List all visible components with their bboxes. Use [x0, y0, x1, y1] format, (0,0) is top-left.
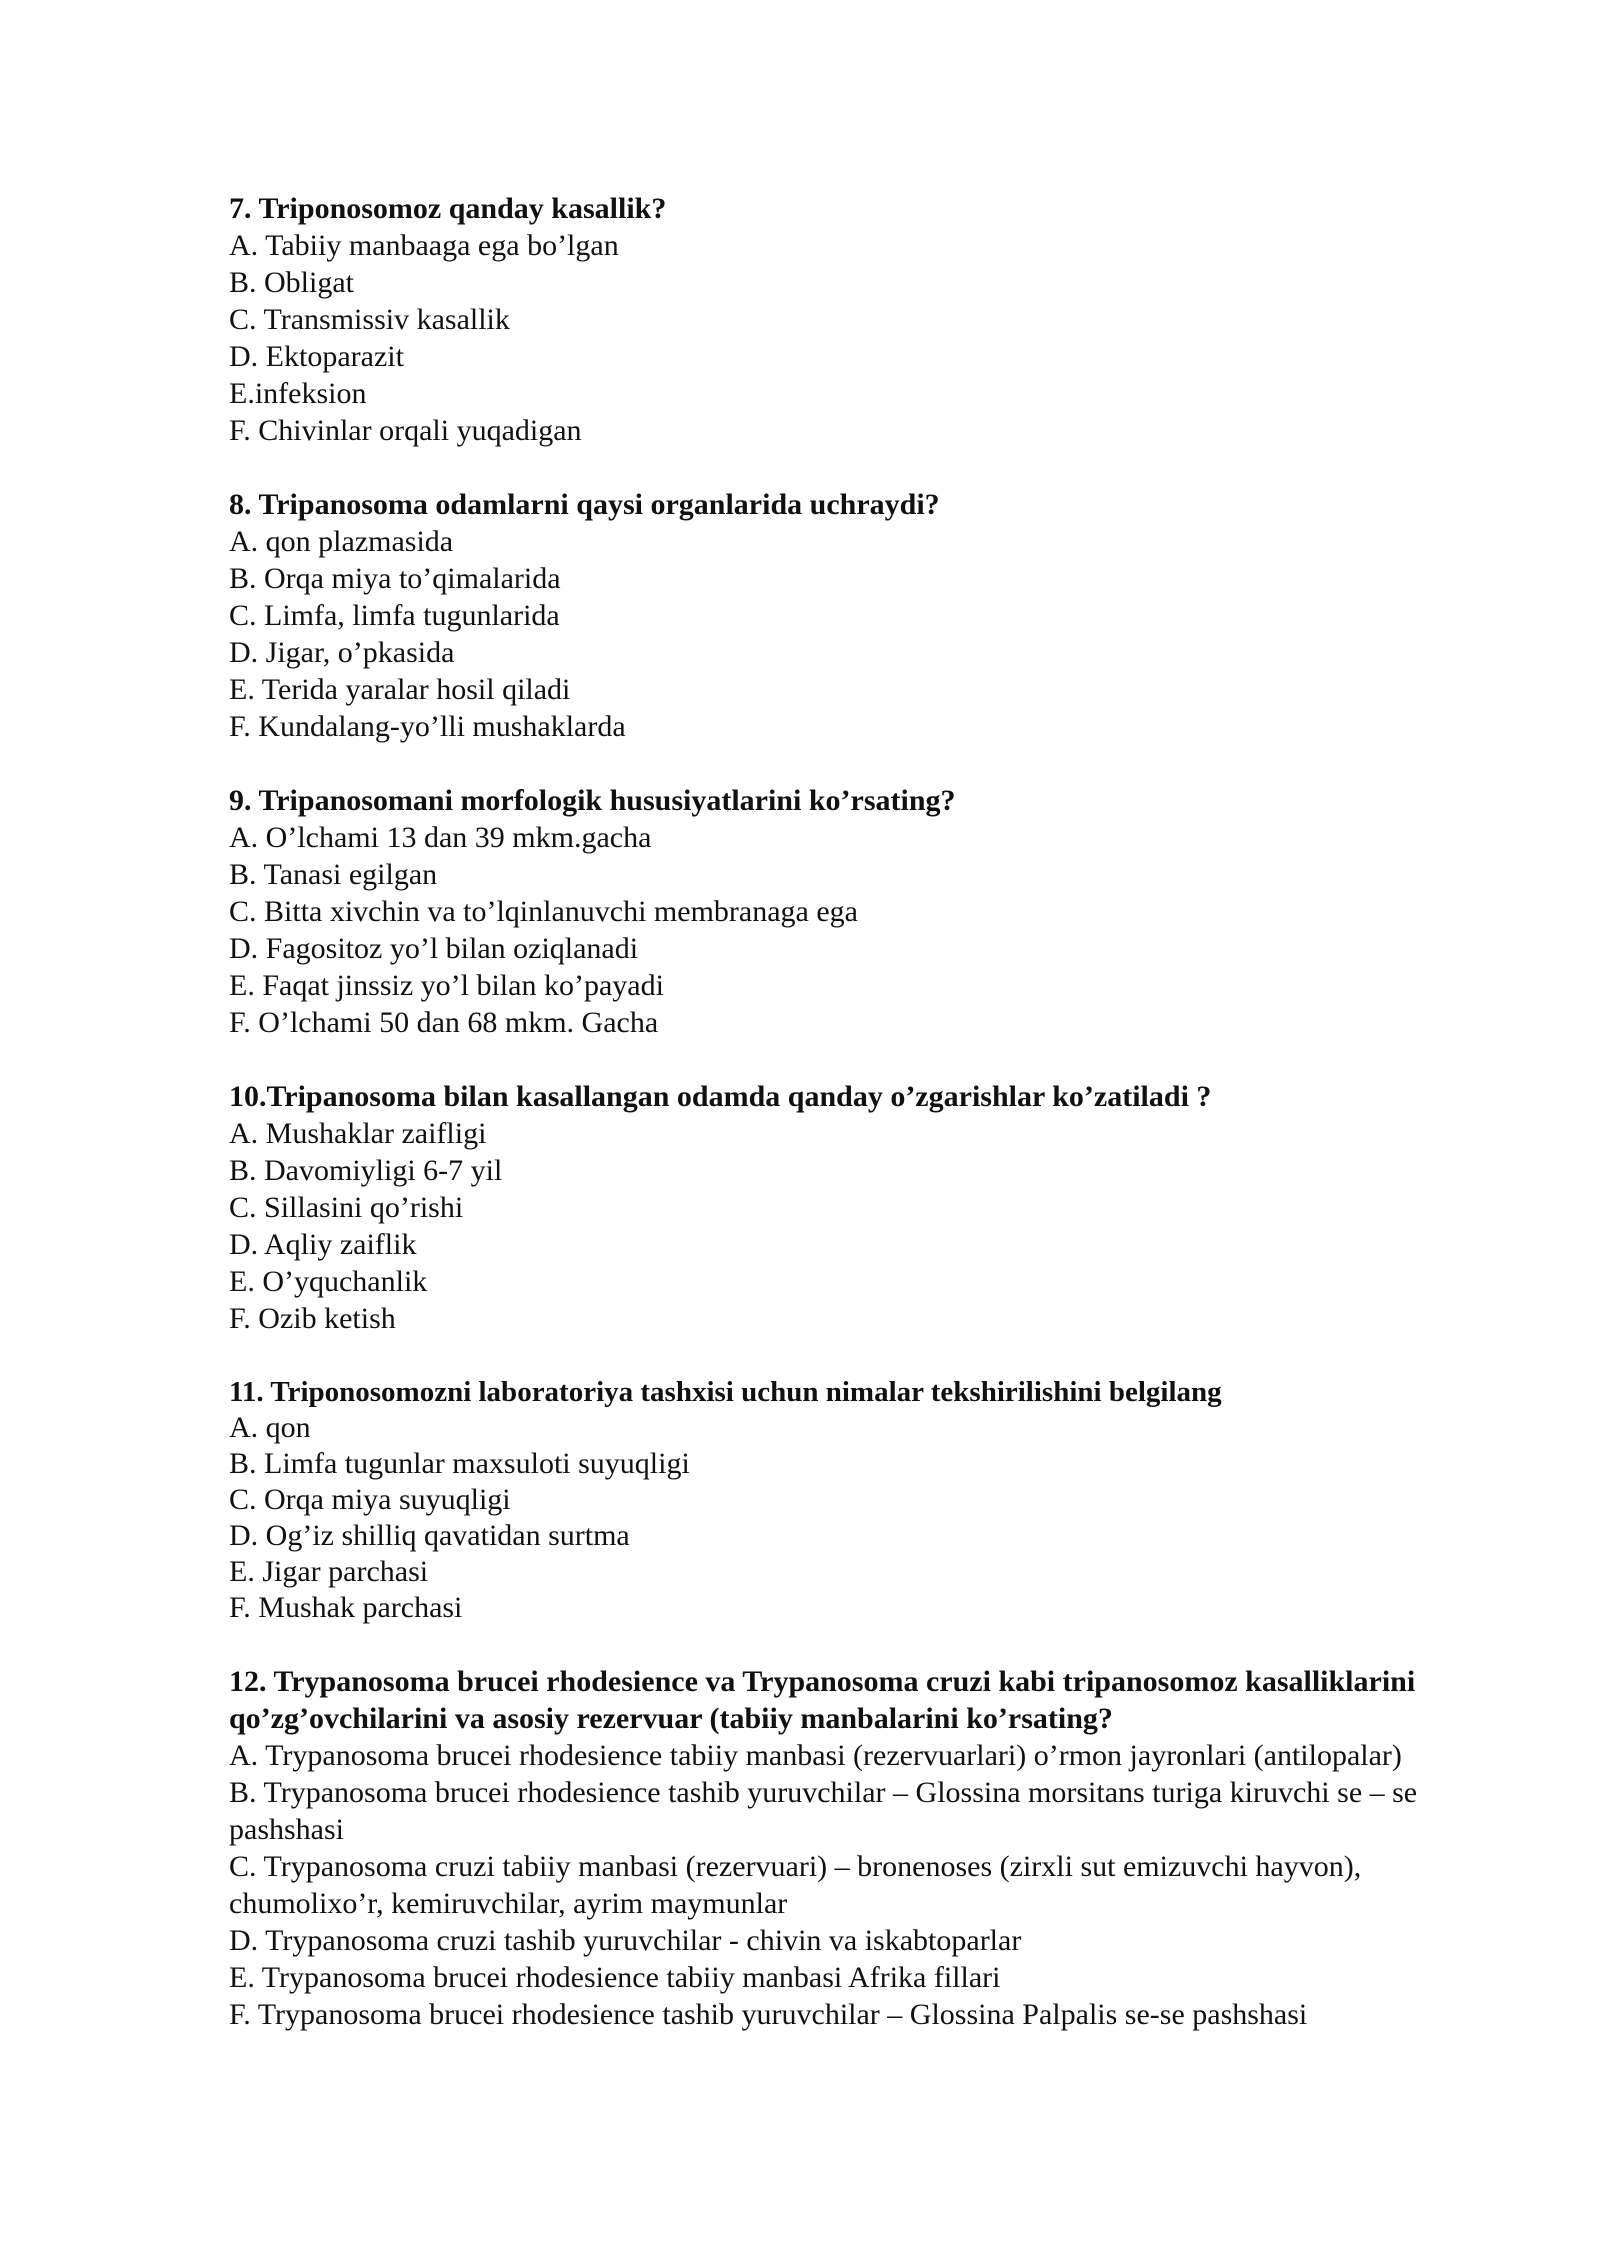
- answer-option: A. qon: [229, 1411, 311, 1444]
- answer-option: F. Trypanosoma brucei rhodesience tashib yuruvchilar – Glossina Palpalis se-se pashshasi: [229, 1998, 1308, 2031]
- answer-option: D. Fagositoz yo’l bilan oziqlanadi: [229, 932, 639, 965]
- answer-option: E. Jigar parchasi: [229, 1555, 429, 1588]
- question-title: 12. Trypanosoma brucei rhodesience va Trypanosoma cruzi kabi tripanosomoz kasalliklarini qo’zg’ovchilarini va asosiy rezervuar (tabiiy manbalarini ko’rsating?: [229, 1665, 1416, 1735]
- answer-option: F. Chivinlar orqali yuqadigan: [229, 414, 582, 447]
- question-11: [229, 1374, 1489, 1626]
- answer-option: A. Mushaklar zaifligi: [229, 1117, 487, 1150]
- answer-option: B. Obligat: [229, 266, 354, 299]
- answer-option: A. Tabiiy manbaaga ega bo’lgan: [229, 229, 619, 262]
- answer-option: F. Mushak parchasi: [229, 1591, 463, 1624]
- question-title: 9. Tripanosomani morfologik hususiyatlarini ko’rsating?: [229, 784, 956, 817]
- answer-option: B. Limfa tugunlar maxsuloti suyuqligi: [229, 1447, 690, 1480]
- answer-option: E. Terida yaralar hosil qiladi: [229, 673, 571, 706]
- document-page: [229, 190, 1489, 2070]
- answer-option: A. qon plazmasida: [229, 525, 454, 558]
- question-title: 10.Tripanosoma bilan kasallangan odamda qanday o’zgarishlar ko’zatiladi ?: [229, 1080, 1212, 1113]
- answer-option: E. Trypanosoma brucei rhodesience tabiiy manbasi Afrika fillari: [229, 1961, 1001, 1994]
- question-12: [229, 1663, 1489, 2033]
- answer-option: C. Bitta xivchin va to’lqinlanuvchi membranaga ega: [229, 895, 858, 928]
- answer-option: A. Trypanosoma brucei rhodesience tabiiy manbasi (rezervuarlari) o’rmon jayronlari (antilopalar): [229, 1739, 1402, 1772]
- question-title: 7. Triponosomoz qanday kasallik?: [229, 192, 667, 225]
- answer-option: D. Aqliy zaiflik: [229, 1228, 417, 1261]
- question-9: [229, 782, 1489, 1041]
- answer-option: C. Sillasini qo’rishi: [229, 1191, 464, 1224]
- question-title: 11. Triponosomozni laboratoriya tashxisi uchun nimalar tekshirilishini belgilang: [229, 1376, 1222, 1408]
- answer-option: D. Jigar, o’pkasida: [229, 636, 455, 669]
- answer-option: F. O’lchami 50 dan 68 mkm. Gacha: [229, 1006, 659, 1039]
- question-10: [229, 1078, 1489, 1337]
- answer-option: C. Limfa, limfa tugunlarida: [229, 599, 560, 632]
- answer-option: D. Ektoparazit: [229, 340, 404, 373]
- answer-option: A. O’lchami 13 dan 39 mkm.gacha: [229, 821, 652, 854]
- answer-option: D. Og’iz shilliq qavatidan surtma: [229, 1519, 630, 1552]
- answer-option: E. O’yquchanlik: [229, 1265, 428, 1298]
- answer-option: D. Trypanosoma cruzi tashib yuruvchilar - chivin va iskabtoparlar: [229, 1924, 1022, 1957]
- answer-option: F. Kundalang-yo’lli mushaklarda: [229, 710, 626, 743]
- question-7: [229, 190, 1489, 449]
- answer-option: C. Orqa miya suyuqligi: [229, 1483, 511, 1516]
- answer-option: F. Ozib ketish: [229, 1302, 396, 1335]
- answer-option: C. Trypanosoma cruzi tabiiy manbasi (rezervuari) – bronenoses (zirxli sut emizuvchi hayvon), chumolixo’r, kemiruvchilar, ayrim maymunlar: [229, 1850, 1362, 1920]
- answer-option: B. Orqa miya to’qimalarida: [229, 562, 561, 595]
- answer-option: E.infeksion: [229, 377, 367, 410]
- answer-option: C. Transmissiv kasallik: [229, 303, 510, 336]
- answer-option: B. Trypanosoma brucei rhodesience tashib yuruvchilar – Glossina morsitans turiga kiruvchi se – se pashshasi: [229, 1776, 1418, 1846]
- question-8: [229, 486, 1489, 745]
- question-title: 8. Tripanosoma odamlarni qaysi organlarida uchraydi?: [229, 488, 940, 521]
- answer-option: B. Davomiyligi 6-7 yil: [229, 1154, 503, 1187]
- answer-option: E. Faqat jinssiz yo’l bilan ko’payadi: [229, 969, 664, 1002]
- answer-option: B. Tanasi egilgan: [229, 858, 438, 891]
